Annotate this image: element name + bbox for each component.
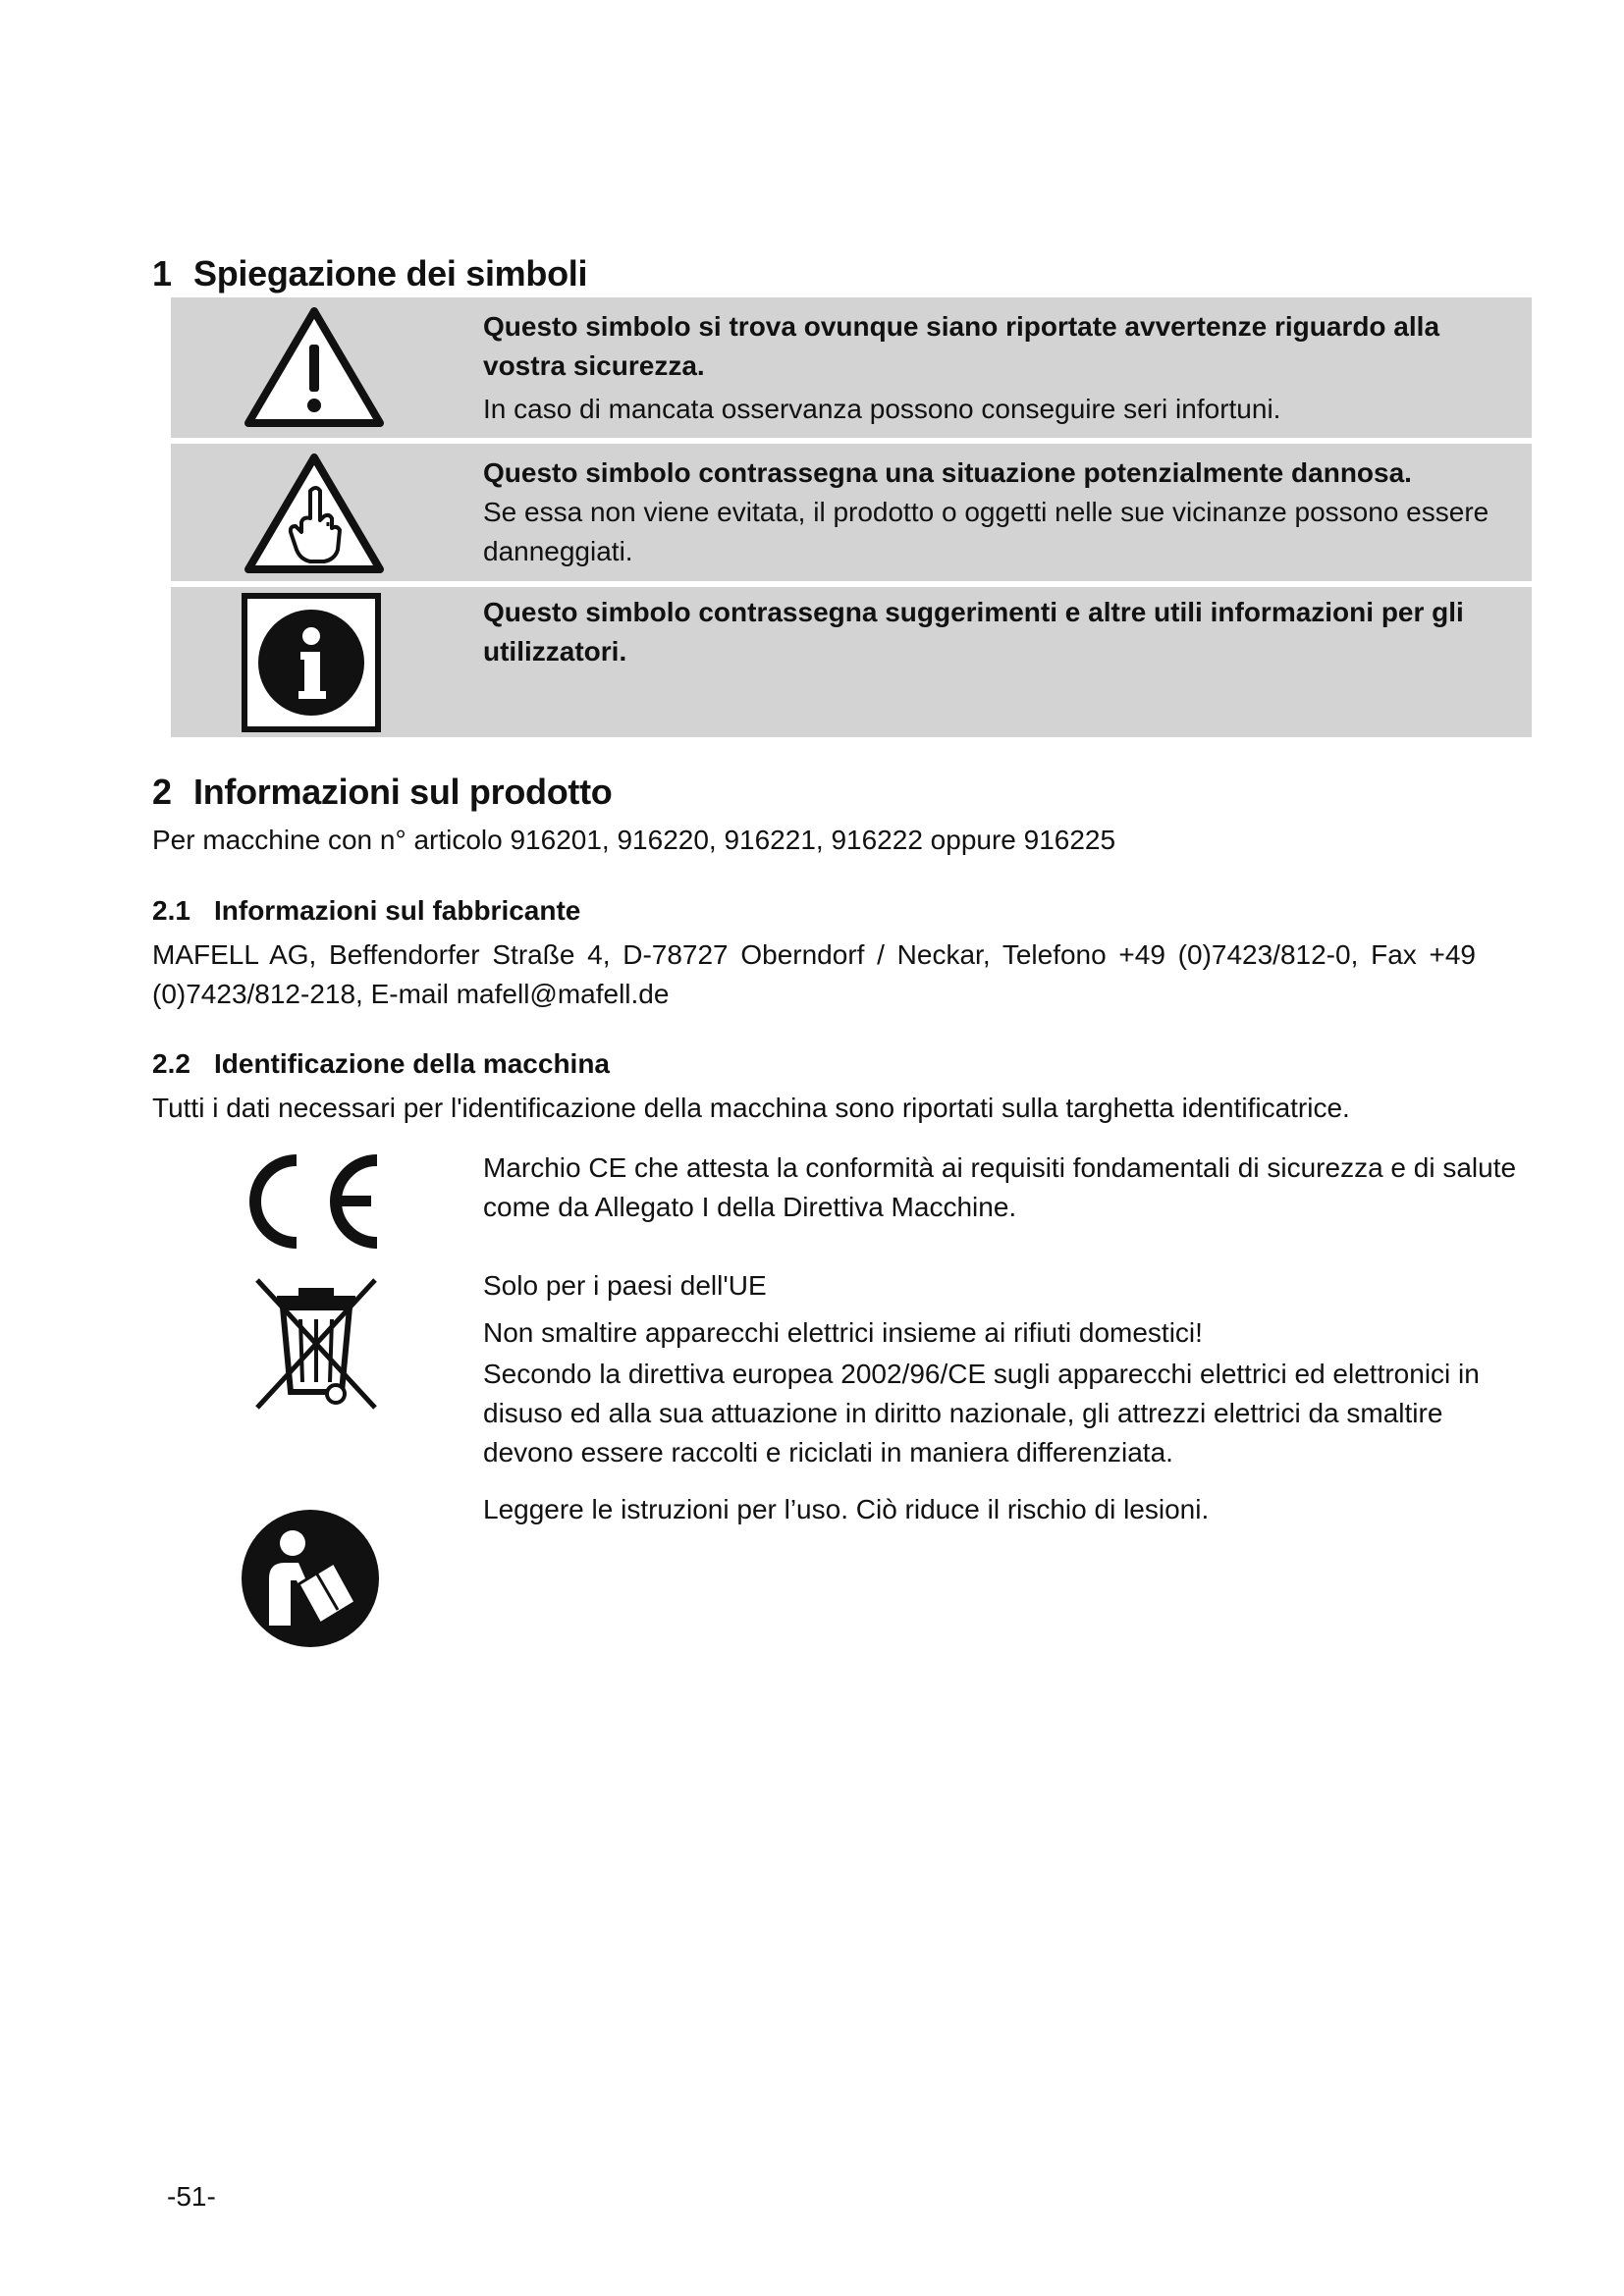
id-description	[483, 1490, 1524, 1537]
symbol-normal-text: Se essa non viene evitata, il prodotto o oggetti nelle sue vicinanze possono essere danneggiati.	[483, 497, 1489, 566]
symbol-row-caution	[171, 444, 1532, 581]
id-text-line: Non smaltire apparecchi elettrici insieme ai rifiuti domestici!	[483, 1317, 1203, 1348]
subsection-title: Informazioni sul fabbricante	[214, 895, 581, 926]
symbol-description	[483, 454, 1504, 571]
id-row-weee	[0, 1266, 1624, 1487]
id-description	[483, 1148, 1524, 1235]
symbol-bold-text: Questo simbolo contrassegna suggerimenti e altre utili informazioni per gli utilizzatori.	[483, 597, 1464, 667]
section-number: 2	[152, 772, 172, 812]
id-text-line: Solo per i paesi dell'UE	[483, 1270, 767, 1301]
symbol-bold-text: Questo simbolo si trova ovunque siano riportate avvertenze riguardo alla vostra sicurezza.	[483, 311, 1440, 381]
page-number: -51-	[167, 2181, 216, 2212]
id-text-line: Marchio CE che attesta la conformità ai requisiti fondamentali di sicurezza e di salute come da Allegato I della Direttiva Macchine.	[483, 1152, 1517, 1222]
read-manual-icon	[240, 1508, 381, 1654]
caution-hand-triangle-icon	[242, 450, 387, 582]
article-numbers-text: Per macchine con n° articolo 916201, 916220, 916221, 916222 oppure 916225	[152, 825, 1116, 855]
symbol-row-warning	[171, 297, 1532, 438]
info-icon	[242, 593, 381, 737]
machine-identification-text: Tutti i dati necessari per l'identificazione della macchina sono riportati sulla targhetta identificatrice.	[152, 1093, 1350, 1123]
section-1-heading	[152, 253, 587, 294]
subsection-number: 2.2	[152, 1048, 190, 1079]
subsection-title: Identificazione della macchina	[214, 1048, 611, 1079]
manufacturer-info-text: MAFELL AG, Beffendorfer Straße 4, D-78727 Oberndorf / Neckar, Telefono +49 (0)7423/812-0, Fax +49 (0)7423/812-218, E-mail mafell@mafell.de	[152, 939, 1476, 1009]
id-text-line: Leggere le istruzioni per l’uso. Ciò riduce il rischio di lesioni.	[483, 1494, 1210, 1524]
id-row-ce	[0, 1148, 1624, 1256]
symbol-row-info	[171, 587, 1532, 737]
subsection-2-2-heading	[152, 1048, 610, 1080]
subsection-2-1-heading	[152, 895, 580, 927]
subsection-number: 2.1	[152, 895, 190, 926]
id-row-read-manual	[0, 1484, 1624, 1641]
id-text-line: Secondo la direttiva europea 2002/96/CE sugli apparecchi elettrici ed elettronici in disuso ed alla sua attuazione in diritto nazionale, gli attrezzi elettrici da smaltire devono essere raccolti e riciclati in maniera differenziata.	[483, 1359, 1480, 1468]
section-title: Informazioni sul prodotto	[193, 772, 613, 812]
section-number: 1	[152, 253, 172, 294]
symbol-description	[483, 593, 1504, 671]
warning-triangle-icon	[242, 303, 387, 436]
section-2-heading	[152, 772, 612, 813]
section-title: Spiegazione dei simboli	[193, 253, 588, 294]
weee-crossed-bin-icon	[251, 1276, 381, 1416]
symbol-normal-text: In caso di mancata osservanza possono conseguire seri infortuni.	[483, 394, 1281, 424]
symbol-bold-text: Questo simbolo contrassegna una situazione potenzialmente dannosa.	[483, 457, 1412, 488]
symbol-description	[483, 307, 1504, 429]
ce-mark-icon	[240, 1150, 387, 1257]
id-description	[483, 1266, 1524, 1480]
